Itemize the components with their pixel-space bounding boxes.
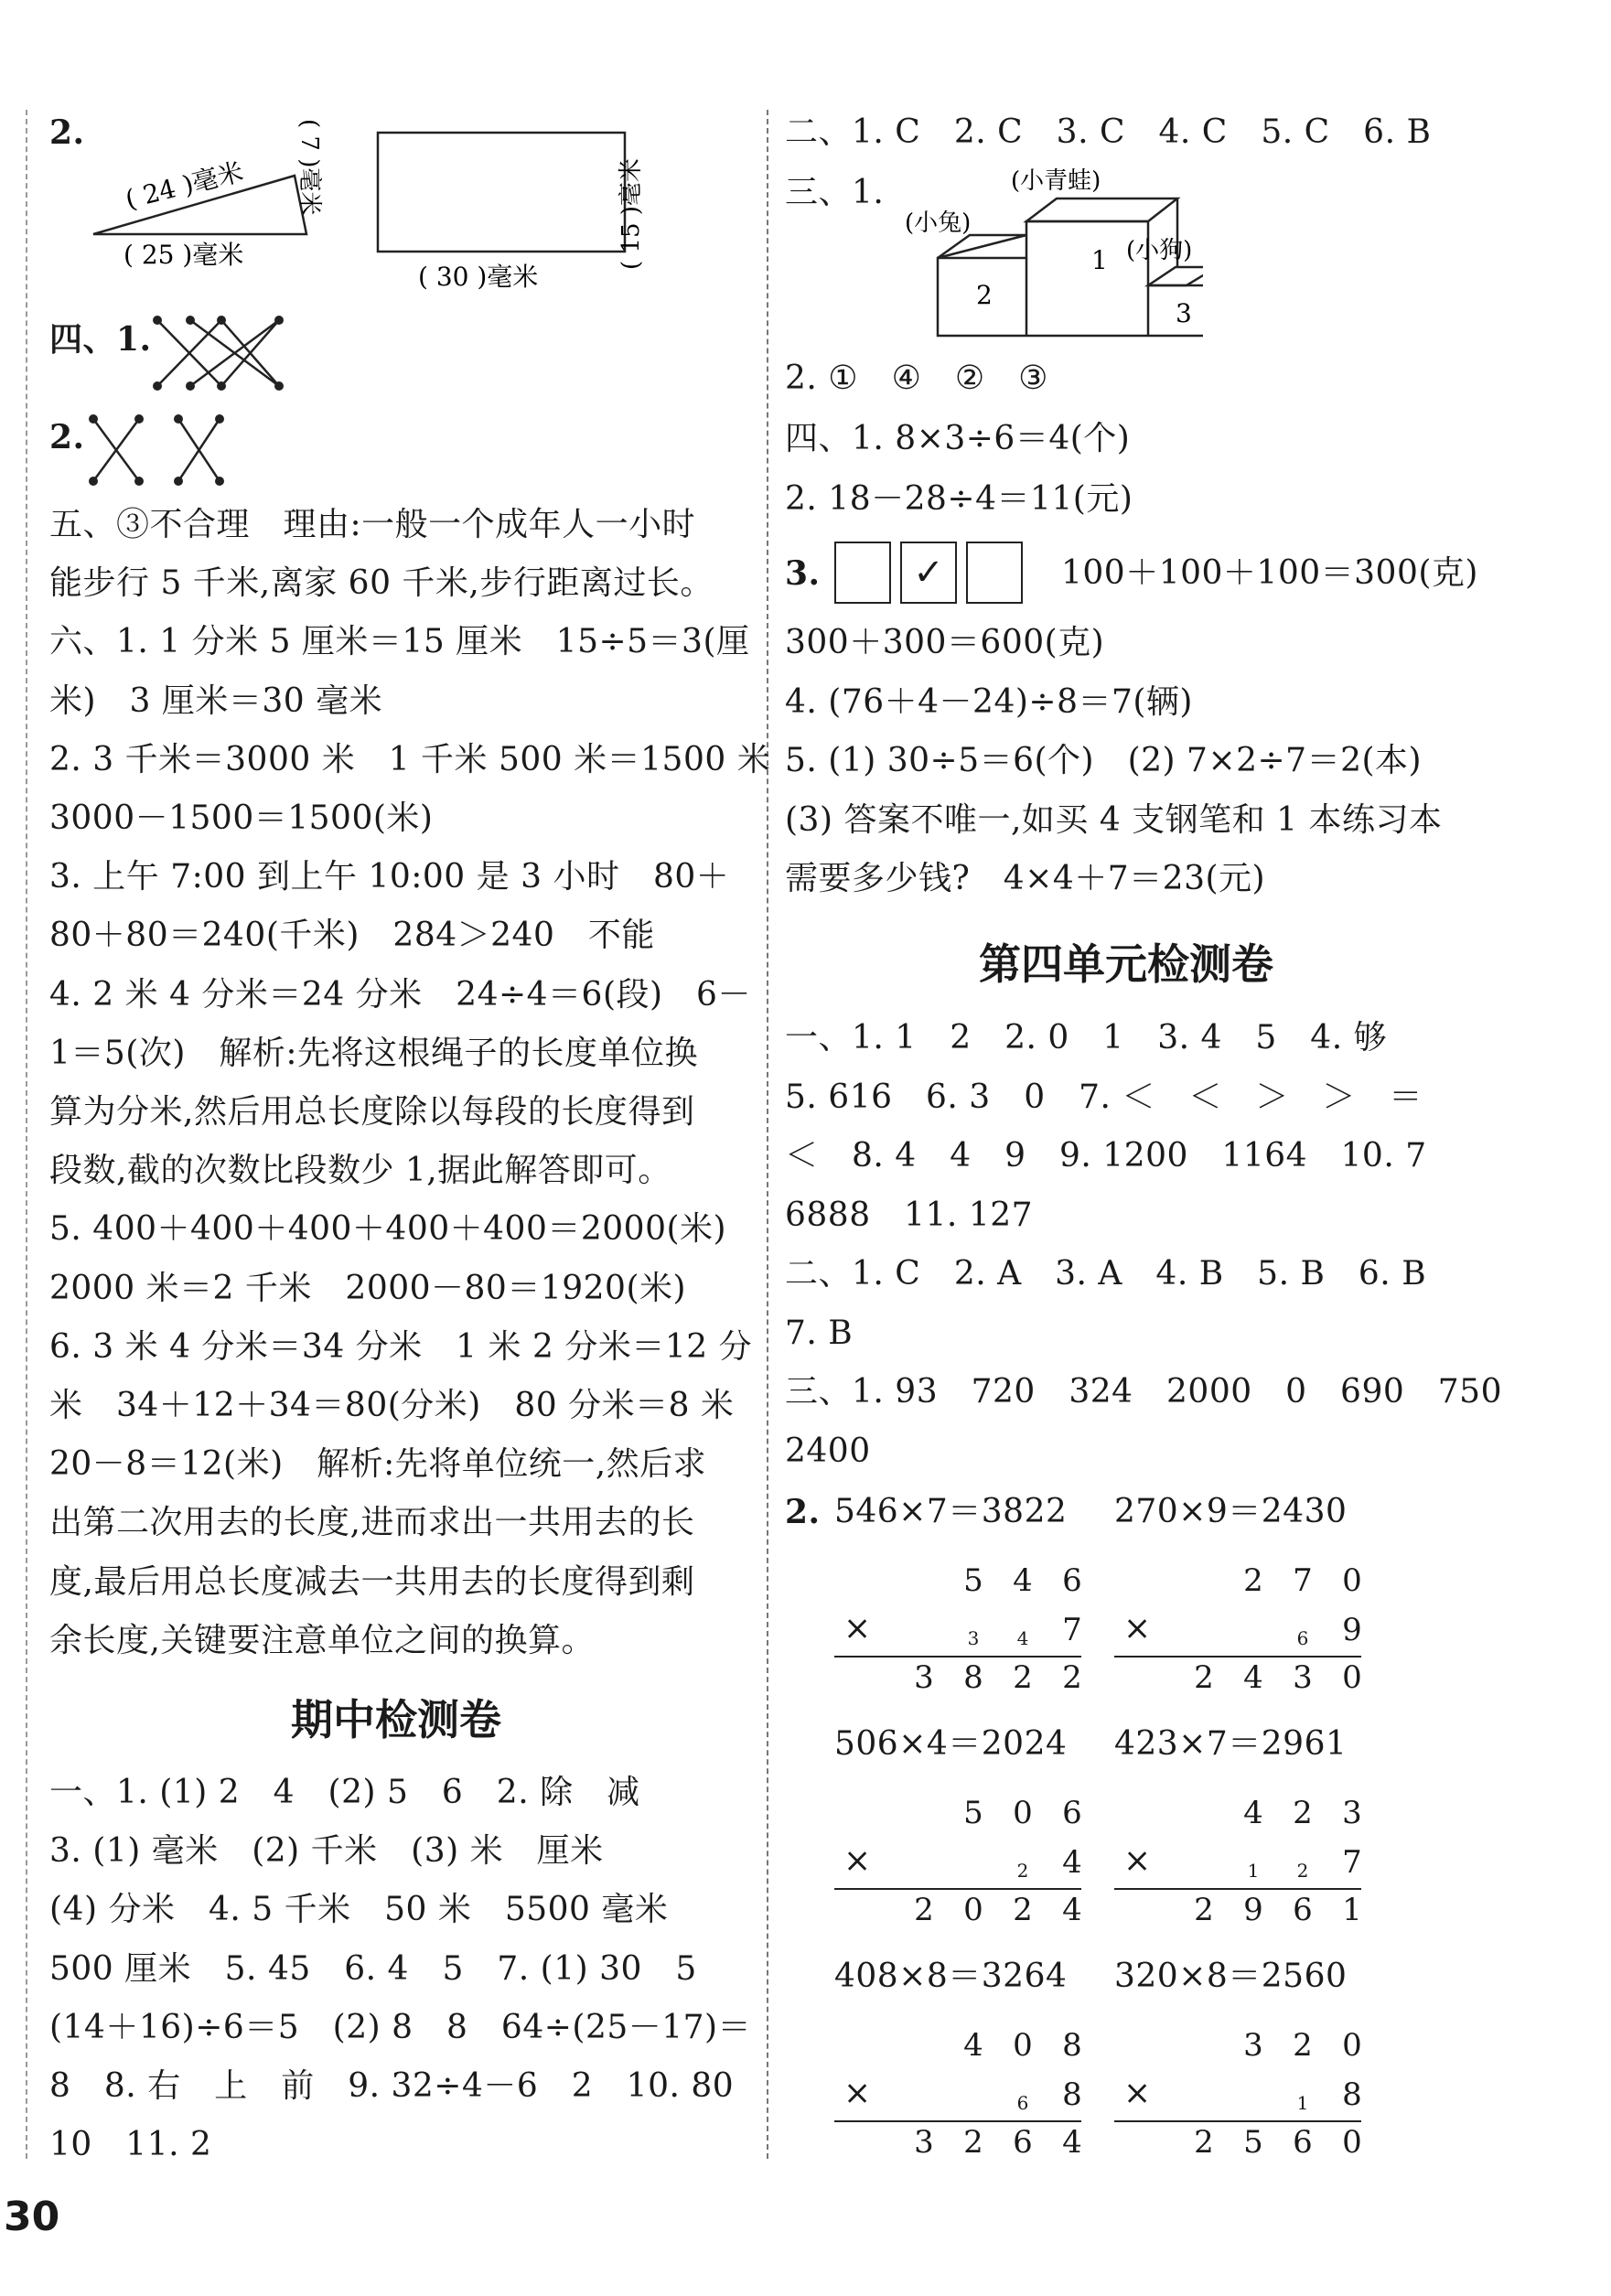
choice-box-2 bbox=[900, 542, 957, 604]
multiplicand-digit: 2 bbox=[1293, 2027, 1313, 2064]
rect-side-label: ( 15 )毫米 bbox=[618, 158, 645, 270]
product-digit: 0 bbox=[1342, 2124, 1362, 2161]
product-digit: 4 bbox=[1062, 2124, 1082, 2161]
answer-line: 300＋300＝600(克) bbox=[785, 624, 1105, 661]
midterm-title: 期中检测卷 bbox=[291, 1695, 501, 1744]
podium-rabbit-label: (小兔) bbox=[905, 209, 972, 237]
podium-dog-label: (小狗) bbox=[1126, 237, 1193, 264]
multiplier-digit: 7 bbox=[1062, 1612, 1082, 1648]
answer-line: 度,最后用总长度减去一共用去的长度得到剩 bbox=[49, 1562, 695, 1601]
product-digit: 8 bbox=[963, 1659, 983, 1696]
triangle-bottom-label: ( 25 )毫米 bbox=[124, 240, 244, 270]
answer-line: 20－8＝12(米) 解析:先将单位统一,然后求 bbox=[49, 1445, 707, 1484]
calc-rule bbox=[834, 2120, 1081, 2122]
multiplier-digit: 8 bbox=[1342, 2076, 1362, 2113]
calc-equation: 506×4＝2024 bbox=[834, 1725, 1068, 1763]
product-digit: 1 bbox=[1342, 1892, 1362, 1928]
calc-equation: 546×7＝3822 bbox=[834, 1493, 1068, 1530]
answer-line: 四、1. 8×3÷6＝4(个) bbox=[785, 420, 1131, 457]
answer-line: 4. (76＋4－24)÷8＝7(辆) bbox=[785, 682, 1193, 721]
answer-line: 3000－1500＝1500(米) bbox=[49, 799, 434, 837]
margin-rule bbox=[26, 110, 27, 2159]
podium-frog-label: (小青蛙) bbox=[1011, 167, 1101, 195]
answer-line: (3) 答案不唯一,如买 4 支钢笔和 1 本练习本 bbox=[785, 800, 1443, 839]
multiplicand-digit: 0 bbox=[1342, 2027, 1362, 2064]
answer-line: 10 11. 2 bbox=[49, 2126, 212, 2164]
multiplier-digit: 7 bbox=[1342, 1844, 1362, 1881]
answer-line: 段数,截的次数比段数少 1,据此解答即可。 bbox=[49, 1152, 671, 1190]
multiplicand-digit: 8 bbox=[1062, 2027, 1082, 2064]
times-sign: × bbox=[843, 1610, 872, 1647]
podium-number-1: 1 bbox=[1091, 245, 1108, 275]
answer-line: 一、1. 1 2 2. 0 1 3. 4 5 4. 够 bbox=[785, 1019, 1388, 1057]
multiplicand-digit: 6 bbox=[1062, 1562, 1082, 1599]
answer-line: 米) 3 厘米＝30 毫米 bbox=[49, 681, 383, 720]
times-sign: × bbox=[843, 2075, 872, 2112]
product-digit: 6 bbox=[1293, 2124, 1313, 2161]
multiplicand-digit: 0 bbox=[1013, 1795, 1033, 1831]
answer-line: 6888 11. 127 bbox=[785, 1196, 1034, 1234]
answer-line: 出第二次用去的长度,进而求出一共用去的长 bbox=[49, 1504, 695, 1542]
answer-line: 二、1. C 2. C 3. C 4. C 5. C 6. B bbox=[785, 113, 1432, 151]
calc-equation: 423×7＝2961 bbox=[1114, 1725, 1348, 1763]
product-digit: 6 bbox=[1013, 2124, 1033, 2161]
answer-line: 需要多少钱? 4×4＋7＝23(元) bbox=[785, 860, 1266, 897]
multiplicand-digit: 4 bbox=[1243, 1795, 1263, 1831]
multiplicand-digit: 6 bbox=[1062, 1795, 1082, 1831]
product-digit: 0 bbox=[963, 1892, 983, 1928]
question-label: 3. bbox=[785, 554, 821, 593]
product-digit: 3 bbox=[914, 2124, 934, 2161]
answer-line: 米 34＋12＋34＝80(分米) 80 分米＝8 米 bbox=[49, 1387, 735, 1424]
answer-line: 算为分米,然后用总长度除以每段的长度得到 bbox=[49, 1093, 695, 1131]
calc-rule bbox=[1114, 1656, 1361, 1658]
carry-digit: 2 bbox=[1296, 1860, 1309, 1882]
answer-line: 500 厘米 5. 45 6. 4 5 7. (1) 30 5 bbox=[49, 1949, 697, 1988]
multiplicand-digit: 4 bbox=[1013, 1562, 1033, 1599]
section-four-label: 四、1. bbox=[49, 320, 152, 359]
answer-line: 三、1. bbox=[785, 174, 885, 211]
product-digit: 0 bbox=[1342, 1659, 1362, 1696]
answer-line: 余长度,关键要注意单位之间的换算。 bbox=[49, 1621, 595, 1659]
page-number: 30 bbox=[4, 2194, 60, 2240]
carry-digit: 1 bbox=[1247, 1860, 1260, 1882]
answer-line: 1＝5(次) 解析:先将这根绳子的长度单位换 bbox=[49, 1034, 699, 1072]
podium-number-3: 3 bbox=[1176, 298, 1192, 328]
answer-line: 7. B bbox=[785, 1314, 854, 1352]
calc-rule bbox=[834, 1888, 1081, 1890]
product-digit: 2 bbox=[1013, 1659, 1033, 1696]
carry-digit: 6 bbox=[1016, 2092, 1029, 2114]
answer-line: 五、③不合理 理由:一般一个成年人一小时 bbox=[49, 506, 696, 543]
answer-line: 5. 400＋400＋400＋400＋400＝2000(米) bbox=[49, 1210, 727, 1249]
product-digit: 2 bbox=[1194, 1892, 1214, 1928]
answer-line: 2400 bbox=[785, 1432, 871, 1470]
triangle-top-label: ( 24 )毫米 bbox=[122, 156, 247, 215]
carry-digit: 3 bbox=[967, 1627, 980, 1649]
product-digit: 2 bbox=[914, 1892, 934, 1928]
product-digit: 2 bbox=[1013, 1892, 1033, 1928]
carry-digit: 6 bbox=[1296, 1627, 1309, 1649]
multiplicand-digit: 5 bbox=[963, 1795, 983, 1831]
answer-line: 能步行 5 千米,离家 60 千米,步行距离过长。 bbox=[49, 564, 714, 603]
matching-lines-figure-1 bbox=[146, 309, 302, 401]
question-label: 2. bbox=[785, 1493, 821, 1531]
answer-line: 8 8. 右 上 前 9. 32÷4－6 2 10. 80 bbox=[49, 2067, 735, 2105]
answer-line: 2. ① ④ ② ③ bbox=[785, 359, 1048, 397]
choice-box-1 bbox=[834, 542, 891, 604]
product-digit: 6 bbox=[1293, 1892, 1313, 1928]
choice-box-3 bbox=[966, 542, 1023, 604]
answer-line: 4. 2 米 4 分米＝24 分米 24÷4＝6(段) 6－ bbox=[49, 975, 751, 1014]
multiplicand-digit: 3 bbox=[1243, 2027, 1263, 2064]
answer-line: 2. 3 千米＝3000 米 1 千米 500 米＝1500 米 bbox=[49, 740, 771, 778]
multiplier-digit: 8 bbox=[1062, 2076, 1082, 2113]
multiplicand-digit: 0 bbox=[1342, 1562, 1362, 1599]
podium-number-2: 2 bbox=[976, 280, 993, 310]
answer-line: ＜ 8. 4 4 9 9. 1200 1164 10. 7 bbox=[785, 1137, 1427, 1175]
carry-digit: 4 bbox=[1016, 1627, 1029, 1649]
answer-line: 5. 616 6. 3 0 7. ＜ ＜ ＞ ＞ ＝ bbox=[785, 1078, 1423, 1116]
triangle-rectangle-figure bbox=[55, 101, 714, 311]
times-sign: × bbox=[1123, 1610, 1152, 1647]
product-digit: 4 bbox=[1062, 1892, 1082, 1928]
product-digit: 9 bbox=[1243, 1892, 1263, 1928]
answer-line: 3. (1) 毫米 (2) 千米 (3) 米 厘米 bbox=[49, 1832, 604, 1871]
answer-line: 2000 米＝2 千米 2000－80＝1920(米) bbox=[49, 1269, 687, 1307]
unit4-title: 第四单元检测卷 bbox=[979, 939, 1273, 989]
multiplier-digit: 9 bbox=[1342, 1612, 1362, 1648]
carry-digit: 1 bbox=[1296, 2092, 1309, 2114]
multiplicand-digit: 3 bbox=[1342, 1795, 1362, 1831]
times-sign: × bbox=[1123, 1842, 1152, 1880]
answer-line: 三、1. 93 720 324 2000 0 690 750 bbox=[785, 1373, 1502, 1411]
multiplier-digit: 4 bbox=[1062, 1844, 1082, 1881]
answer-line: (4) 分米 4. 5 千米 50 米 5500 毫米 bbox=[49, 1891, 669, 1929]
product-digit: 2 bbox=[1194, 2124, 1214, 2161]
answer-line: 80＋80＝240(千米) 284＞240 不能 bbox=[49, 917, 655, 955]
multiplicand-digit: 0 bbox=[1013, 2027, 1033, 2064]
product-digit: 4 bbox=[1243, 1659, 1263, 1696]
calc-equation: 270×9＝2430 bbox=[1114, 1493, 1348, 1530]
question-label: 2. bbox=[49, 418, 85, 456]
checkmark-icon: ✓ bbox=[913, 552, 944, 594]
product-digit: 3 bbox=[1293, 1659, 1313, 1696]
calc-equation: 408×8＝3264 bbox=[834, 1958, 1068, 1995]
multiplicand-digit: 2 bbox=[1293, 1795, 1313, 1831]
podium-figure bbox=[901, 166, 1203, 340]
answer-line: 一、1. (1) 2 4 (2) 5 6 2. 除 减 bbox=[49, 1774, 640, 1811]
calc-rule bbox=[834, 1656, 1081, 1658]
matching-lines-figure-2 bbox=[82, 410, 238, 492]
q3-equation: 100＋100＋100＝300(克) bbox=[1061, 554, 1478, 592]
answer-line: 6. 3 米 4 分米＝34 分米 1 米 2 分米＝12 分 bbox=[49, 1327, 753, 1366]
answer-line: 二、1. C 2. A 3. A 4. B 5. B 6. B bbox=[785, 1255, 1427, 1293]
answer-line: 3. 上午 7:00 到上午 10:00 是 3 小时 80＋ bbox=[49, 858, 730, 896]
product-digit: 5 bbox=[1243, 2124, 1263, 2161]
question-label: 2. bbox=[49, 113, 85, 152]
rect-bottom-label: ( 30 )毫米 bbox=[418, 262, 539, 292]
product-digit: 2 bbox=[1062, 1659, 1082, 1696]
multiplicand-digit: 4 bbox=[963, 2027, 983, 2064]
calc-equation: 320×8＝2560 bbox=[1114, 1958, 1348, 1995]
triangle-side-label: ( 7 )毫米 bbox=[295, 119, 323, 216]
multiplicand-digit: 5 bbox=[963, 1562, 983, 1599]
multiplicand-digit: 2 bbox=[1243, 1562, 1263, 1599]
answer-line: 六、1. 1 分米 5 厘米＝15 厘米 15÷5＝3(厘 bbox=[49, 623, 750, 661]
calc-rule bbox=[1114, 2120, 1361, 2122]
times-sign: × bbox=[1123, 2075, 1152, 2112]
multiplicand-digit: 7 bbox=[1293, 1562, 1313, 1599]
answer-line: 2. 18－28÷4＝11(元) bbox=[785, 480, 1133, 518]
calc-rule bbox=[1114, 1888, 1361, 1890]
answer-line: 5. (1) 30÷5＝6(个) (2) 7×2÷7＝2(本) bbox=[785, 742, 1423, 779]
product-digit: 2 bbox=[963, 2124, 983, 2161]
times-sign: × bbox=[843, 1842, 872, 1880]
product-digit: 2 bbox=[1194, 1659, 1214, 1696]
column-divider bbox=[767, 110, 768, 2159]
product-digit: 3 bbox=[914, 1659, 934, 1696]
carry-digit: 2 bbox=[1016, 1860, 1029, 1882]
answer-line: (14＋16)÷6＝5 (2) 8 8 64÷(25－17)＝ bbox=[49, 2008, 752, 2046]
